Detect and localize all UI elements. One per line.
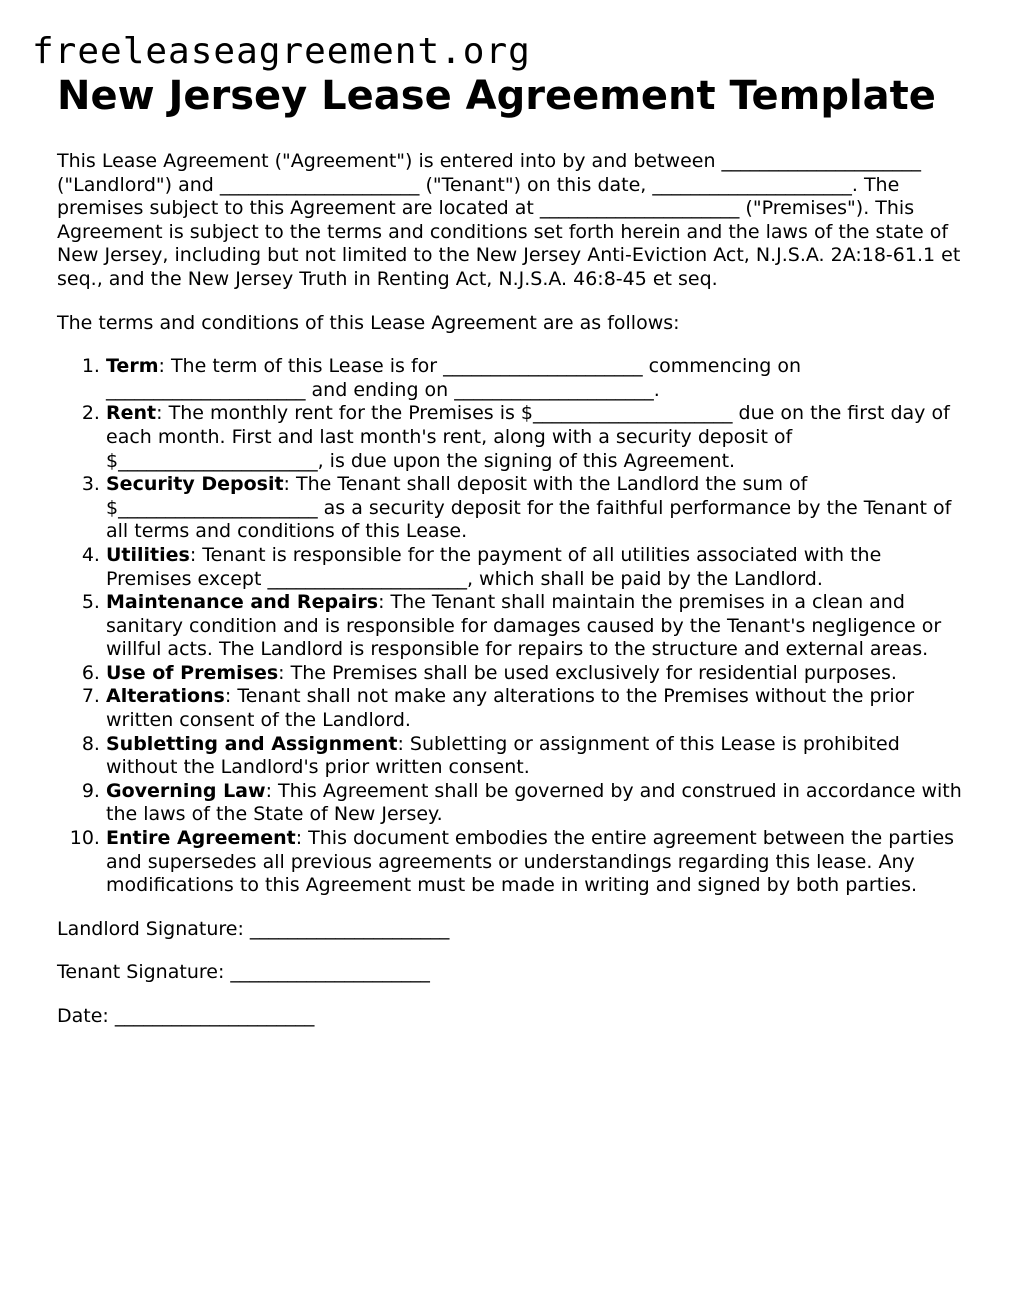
term-item-subletting — [106, 733, 962, 780]
term-item-maintenance — [106, 591, 962, 662]
term-heading: Use of Premises — [106, 661, 279, 684]
document-title: New Jersey Lease Agreement Template — [57, 73, 936, 119]
term-heading: Governing Law — [106, 779, 266, 802]
intro-paragraph: This Lease Agreement ("Agreement") is entered into by and between _____________________ ("Landlord") and _____________________ ("Tenant") on this date, _____________________. The premises subject to this Agreement are located at _____________________ ("Premises"). This Agreement is subject to the terms and conditions set forth herein and the laws of the state of New Jersey, including but not limited to the New Jersey Anti-Eviction Act, N.J.S.A. 2A:18-61.1 et seq., and the New Jersey Truth in Renting Act, N.J.S.A. 46:8-45 et seq. — [57, 150, 961, 290]
term-item-alterations — [106, 685, 962, 732]
terms-list — [57, 355, 962, 898]
term-heading: Alterations — [106, 685, 225, 708]
landlord-signature-line: Landlord Signature: _____________________ — [57, 917, 450, 940]
term-text: : Tenant shall not make any alterations to the Premises without the prior written consent of the Landlord. — [106, 685, 915, 732]
term-item-security-deposit — [106, 473, 962, 544]
terms-intro: The terms and conditions of this Lease Agreement are as follows: — [57, 311, 680, 334]
term-text: : The Tenant shall maintain the premises in a clean and sanitary condition and is responsible for damages caused by the Tenant's negligence or willful acts. The Landlord is responsible for repairs to the structure and external areas. — [106, 591, 942, 661]
term-item-governing-law — [106, 780, 962, 827]
term-heading: Term — [106, 355, 159, 378]
term-text: : This document embodies the entire agreement between the parties and supersedes all previous agreements or understandings regarding this lease. Any modifications to this Agreement must be made in writing and signed by both parties. — [106, 827, 955, 897]
term-heading: Utilities — [106, 543, 190, 566]
term-heading: Entire Agreement — [106, 827, 296, 850]
term-heading: Rent — [106, 402, 157, 425]
term-text: : The monthly rent for the Premises is $_____________________ due on the first day of each month. First and last month's rent, along with a security deposit of $_____________________, is due upon the signing of this Agreement. — [106, 402, 950, 472]
lease-document — [57, 72, 962, 1049]
term-heading: Subletting and Assignment — [106, 732, 398, 755]
term-text: : Subletting or assignment of this Lease is prohibited without the Landlord's prior written consent. — [106, 732, 900, 779]
site-name: freeleaseagreement.org — [32, 31, 531, 72]
term-text: : The Tenant shall deposit with the Landlord the sum of $_____________________ as a security deposit for the faithful performance by the Tenant of all terms and conditions of this Lease. — [106, 473, 952, 543]
term-text: : The Premises shall be used exclusively for residential purposes. — [278, 661, 897, 684]
term-text: : The term of this Lease is for _____________________ commencing on _____________________ and ending on _____________________. — [106, 355, 802, 401]
term-item-term — [106, 355, 962, 402]
term-item-entire-agreement — [106, 827, 962, 898]
date-line: Date: _____________________ — [57, 1005, 315, 1027]
term-text: : This Agreement shall be governed by and construed in accordance with the laws of the State of New Jersey. — [106, 779, 962, 826]
term-item-rent — [106, 402, 962, 473]
term-heading: Maintenance and Repairs — [106, 591, 379, 614]
tenant-signature-line: Tenant Signature: _____________________ — [57, 961, 430, 984]
term-text: : Tenant is responsible for the payment of all utilities associated with the Premises except _____________________, which shall be paid by the Landlord. — [106, 543, 882, 590]
term-item-use-of-premises — [106, 662, 962, 686]
term-heading: Security Deposit — [106, 473, 284, 496]
term-item-utilities — [106, 544, 962, 591]
